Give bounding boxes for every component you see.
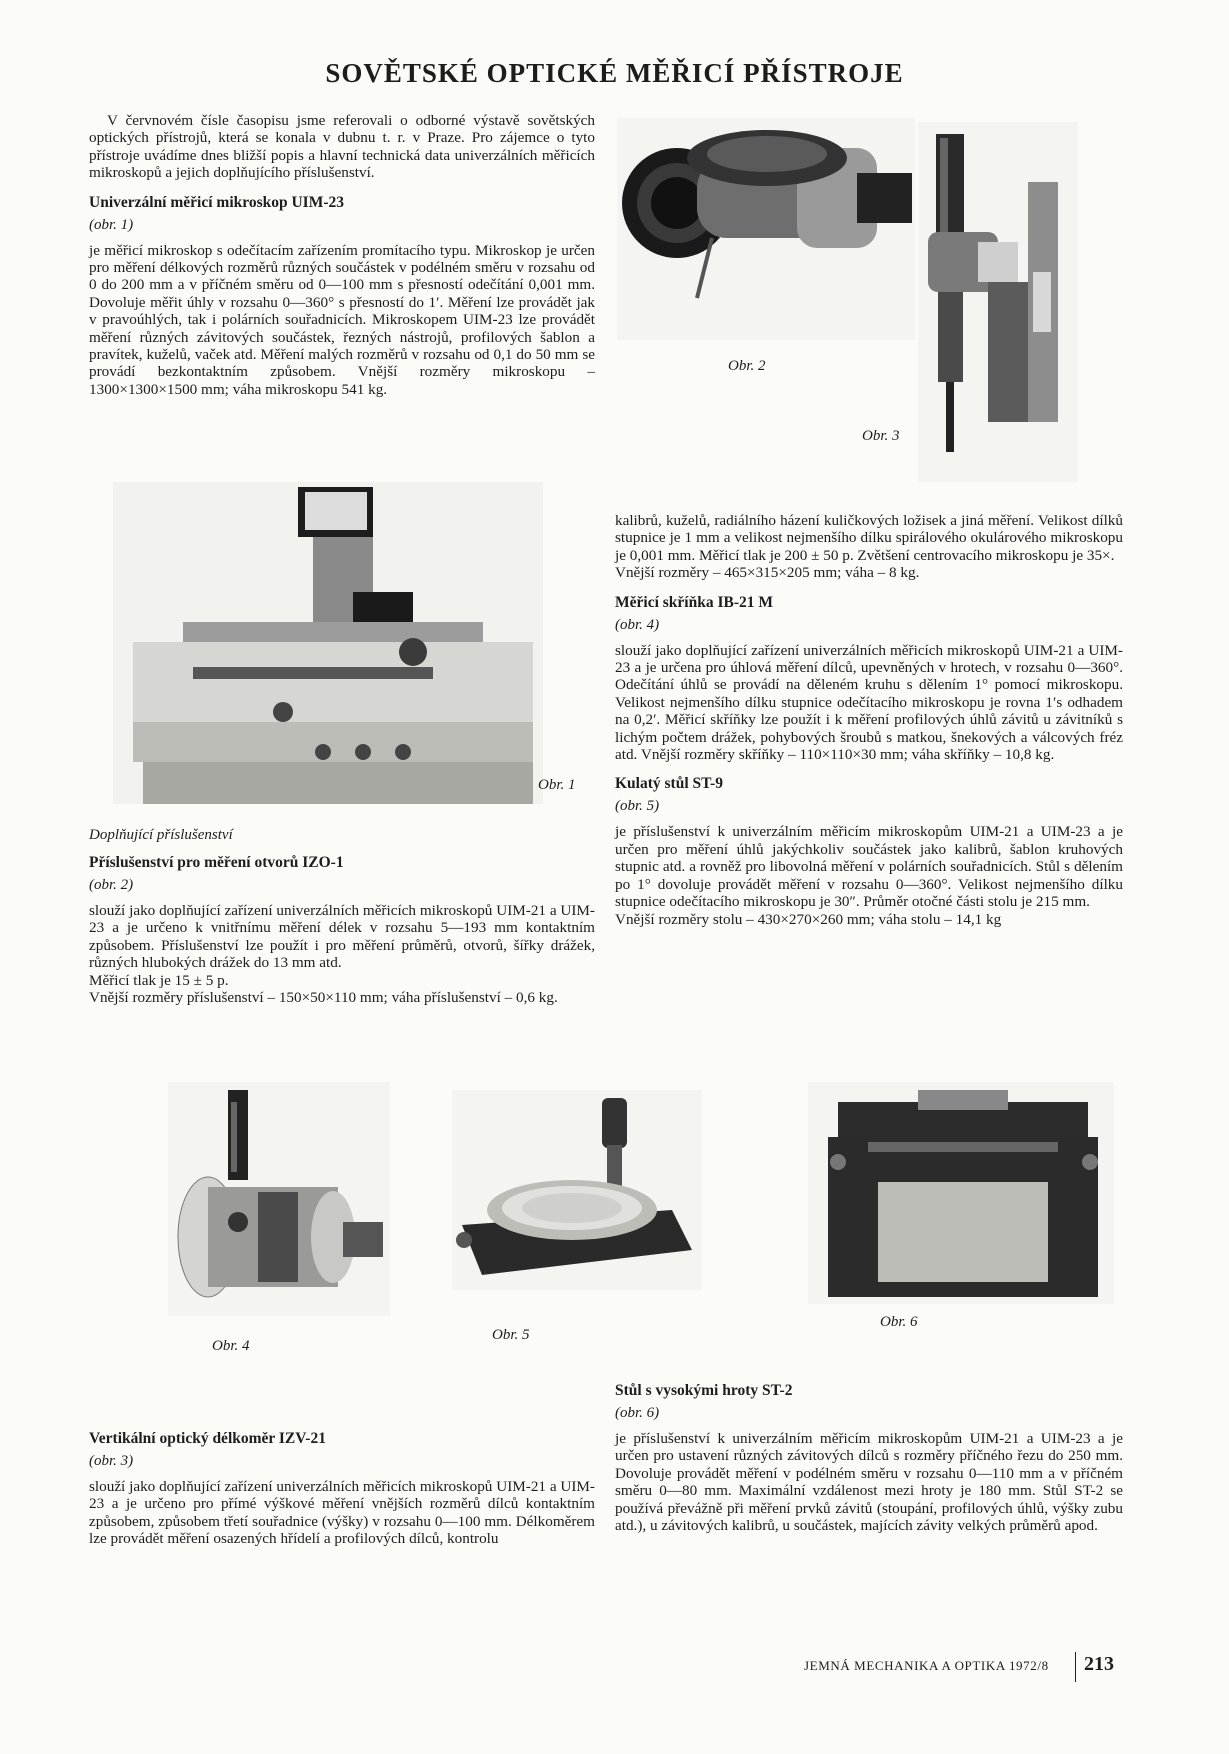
ib21m-text: slouží jako doplňující zařízení univerzálních měřicích mikroskopů UIM-21 a UIM-23 a je určena pro úhlová měření dílců, upevněných v hrotech, v rozsahu 0—360°. Odečítání úhlů se provádí na děleném kruhu s dělením 1° pomocí mikroskopu. Velikost nejmenšího dílku stupnice odečítacího mikroskopu je rovna 1′s odhadem na 0,2′. Měřicí skříňky lze použít i k měření profilových úhlů závitů u závitníků s lichým počtem drážek, pohybových šroubů s matkou, šnekových a válcových fréz atd. Vnější rozměry skříňky – 110×110×30 mm; váha skříňky – 10,8 kg. <box>615 641 1123 764</box>
izv21-ref: (obr. 3) <box>89 1453 134 1469</box>
figure-3-image <box>918 122 1078 482</box>
accessories-heading: Doplňující příslušenství <box>89 827 233 843</box>
st2-ref: (obr. 6) <box>615 1405 660 1421</box>
caption-obr-5: Obr. 5 <box>492 1327 530 1343</box>
izv21-heading: Vertikální optický délkoměr IZV-21 <box>89 1430 326 1447</box>
izv21-text: slouží jako doplňující zařízení univerzálních měřicích mikroskopů UIM-21 a UIM-23 a je určeno pro přímé výškové měření vnějších rozměrů dílců kontaktním způsobem, způsobem třetí souřadnice (výšky) v rozsahu 0—100 mm. Délkoměrem lze provádět měření osazených hřídelí a profilových dílců, kontrolu <box>89 1478 595 1548</box>
accessories-block <box>89 826 595 1006</box>
st2-heading: Stůl s vysokými hroty ST-2 <box>615 1382 793 1399</box>
izv21-dimensions: Vnější rozměry – 465×315×205 mm; váha – 8 kg. <box>615 564 920 582</box>
figure-4-image <box>168 1082 390 1316</box>
izv21-block <box>89 1430 595 1548</box>
caption-obr-2: Obr. 2 <box>728 358 766 374</box>
intro-paragraph: V červnovém čísle časopisu jsme referovali o odborné výstavě sovětských optických přístrojů, která se konala v dubnu t. r. v Praze. Pro zájemce o tyto přístroje uvádíme dnes bližší popis a hlavní technická data univerzálních měřicích mikroskopů a jejich doplňujícího příslušenství. <box>89 112 595 182</box>
caption-obr-3: Obr. 3 <box>862 428 900 444</box>
caption-obr-4: Obr. 4 <box>212 1338 250 1354</box>
page-title: SOVĚTSKÉ OPTICKÉ MĚŘICÍ PŘÍSTROJE <box>325 58 904 88</box>
st9-ref: (obr. 5) <box>615 798 660 815</box>
page-number: 213 <box>1084 1653 1114 1675</box>
izo1-dimensions: Vnější rozměry příslušenství – 150×50×110 mm; váha příslušenství – 0,6 kg. <box>89 989 558 1007</box>
st9-dimensions: Vnější rozměry stolu – 430×270×260 mm; váha stolu – 14,1 kg <box>615 910 1002 928</box>
footer-journal: JEMNÁ MECHANIKA A OPTIKA 1972/8 <box>804 1658 1049 1673</box>
izo1-pressure: Měřicí tlak je 15 ± 5 p. <box>89 971 229 989</box>
right-column-block <box>615 512 1123 928</box>
st9-heading: Kulatý stůl ST-9 <box>615 775 723 793</box>
uim23-ref: (obr. 1) <box>89 216 134 233</box>
intro-block <box>89 112 595 398</box>
st9-text: je příslušenství k univerzálním měřicím mikroskopům UIM-21 a UIM-23 a je určen pro měření úhlů jakýchkoliv součástek jako kalibrů, šablon kruhových stupnic atd. a rovněž pro libovolná měření v polárních souřadnicích. Stůl s dělením po 1° dovoluje provádět měření v rozsahu 0—360°. Velikost nejmenšího dílku stupnice odečítacího mikroskopu je 30″. Průměr otočné části stolu je 215 mm. <box>615 823 1123 911</box>
caption-obr-6: Obr. 6 <box>880 1314 918 1330</box>
ib21m-ref: (obr. 4) <box>615 616 660 633</box>
figure-5-image <box>452 1090 702 1290</box>
figure-6-image <box>808 1082 1114 1304</box>
uim23-text: je měřicí mikroskop s odečítacím zařízením promítacího typu. Mikroskop je určen pro měření délkových rozměrů různých součástek v podélném směru v rozsahu od 0 do 200 mm a v příčném směru od 0—100 mm s přesností odečítání 0,001 mm. Dovoluje měřit úhly v rozsahu 0—360° s přesností do 1′. Měření lze provádět jak v pravoúhlých, tak i polárních souřadnicích. Mikroskopem UIM-23 lze provádět měření různých závitových součástek, řezných nástrojů, profilových šablon a pravítek, kuželů, vaček atd. Měření malých rozměrů v rozsahu od 0,1 do 50 mm se provádí bezkontaktním způsobem. Vnější rozměry mikroskopu – 1300×1300×1500 mm; váha mikroskopu 541 kg. <box>89 241 595 398</box>
footer-divider <box>1075 1652 1076 1682</box>
figure-2-image <box>617 118 915 340</box>
st2-text: je příslušenství k univerzálním měřicím mikroskopům UIM-21 a UIM-23 a je určen pro ustavení různých závitových dílců s rozměry příčného řezu do 250 mm. Dovoluje provádět měření v podélném směru v rozsahu 0—110 mm a v příčném směru 0—80 mm. Maximální vzdálenost mezi hroty je 180 mm. Stůl ST-2 se používá převážně při měření prvků závitů (stoupání, profilových úhlů, výšky zubu atd.), u závitových kalibrů, u součástek, majících závity velkých průměrů apod. <box>615 1430 1123 1535</box>
st2-block <box>615 1382 1123 1534</box>
ib21m-heading: Měřicí skříňka IB-21 M <box>615 593 773 611</box>
figure-1-image <box>113 482 543 804</box>
izv21-continuation: kalibrů, kuželů, radiálního házení kuličkových ložisek a jiná měření. Velikost dílků stupnice je 1 mm a velikost nejmenšího dílku spirálového okulárového mikroskopu je 0,001 mm. Měřicí tlak je 200 ± 50 p. Zvětšení centrovacího mikroskopu je 35×. <box>615 512 1123 564</box>
izo1-heading: Příslušenství pro měření otvorů IZO-1 <box>89 854 344 871</box>
izo1-text: slouží jako doplňující zařízení univerzálních měřicích mikroskopů UIM-21 a UIM-23 a je určeno k vnitřnímu měření délek v rozsahu 5—193 mm kontaktním způsobem. Příslušenství lze použít i pro měření průměrů, otvorů, šířky drážek, různých hlubokých drážek do 13 mm atd. <box>89 902 595 972</box>
caption-obr-1: Obr. 1 <box>538 777 576 793</box>
izo1-ref: (obr. 2) <box>89 877 134 893</box>
uim23-heading: Univerzální měřicí mikroskop UIM-23 <box>89 193 345 211</box>
